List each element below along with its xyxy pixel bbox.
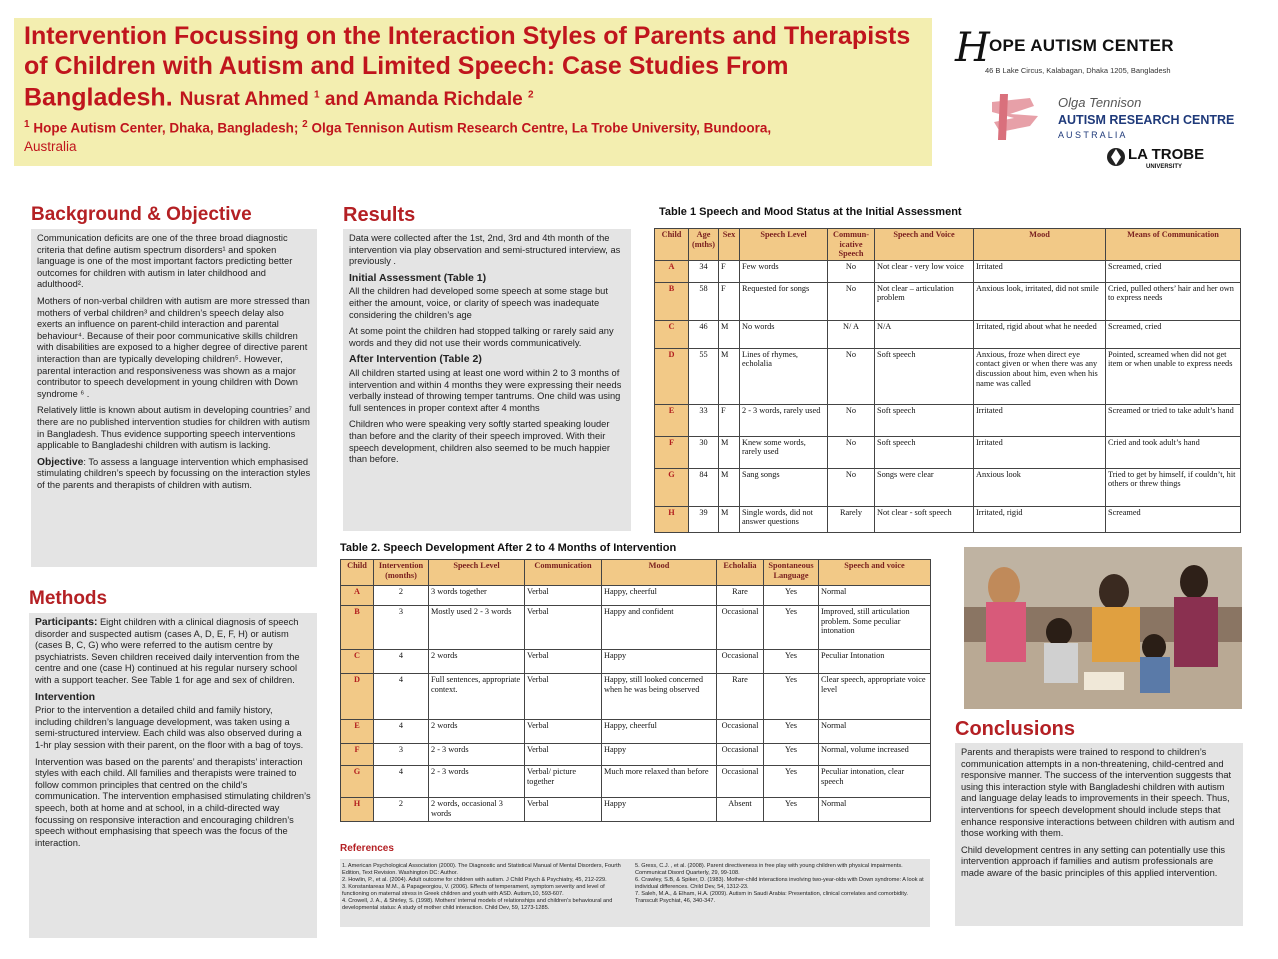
background-panel bbox=[31, 229, 317, 567]
methods-panel bbox=[29, 613, 317, 938]
conclusions-paragraph: Parents and therapists were trained to respond to children’s communication attempts in a non-threatening, child-centred and responsive manner. The success of the intervention suggests that using this interaction style with Bangladeshi children with autism and language delay leads to improvements in their speech. Thus, interventions for speech development should include steps that enhance responsive interactions between children with autism and those working with them. bbox=[961, 747, 1235, 839]
table1-cell: M bbox=[719, 320, 740, 348]
olga-logo-mark-icon bbox=[990, 92, 1235, 144]
table2-cell: Verbal bbox=[525, 720, 602, 744]
svg-text:AUTISM RESEARCH CENTRE: AUTISM RESEARCH CENTRE bbox=[1058, 113, 1235, 127]
results-paragraph: Data were collected after the 1st, 2nd, 3rd and 4th month of the intervention via play observation and semi-structured interview, as previously . bbox=[349, 233, 621, 267]
table-row bbox=[655, 436, 1241, 468]
table1-cell: Irritated bbox=[974, 260, 1106, 282]
table1-cell: Not clear – articulation problem bbox=[875, 282, 974, 320]
table2-cell: Yes bbox=[764, 606, 819, 650]
la-trobe-crest-icon bbox=[1106, 143, 1214, 171]
table2-cell: Happy, still looked concerned when he was being observed bbox=[602, 674, 717, 720]
table2-cell: Rare bbox=[717, 674, 764, 720]
references-right-column bbox=[635, 863, 927, 905]
table2-cell: 3 bbox=[374, 744, 429, 766]
table2-cell: Verbal bbox=[525, 674, 602, 720]
table2-cell: Verbal bbox=[525, 744, 602, 766]
table2-cell: F bbox=[341, 744, 374, 766]
table1-cell: No bbox=[828, 468, 875, 506]
conclusions-heading: Conclusions bbox=[955, 718, 1076, 740]
table2-cell: Verbal/ picture together bbox=[525, 766, 602, 798]
table2-cell: Occasional bbox=[717, 650, 764, 674]
table1-cell: Soft speech bbox=[875, 348, 974, 404]
references-left-column bbox=[342, 863, 632, 912]
table1-cell: Irritated, rigid about what he needed bbox=[974, 320, 1106, 348]
table2-cell: Absent bbox=[717, 798, 764, 822]
table1-cell: C bbox=[655, 320, 689, 348]
table2-cell: 3 words together bbox=[429, 586, 525, 606]
table1-cell: Soft speech bbox=[875, 436, 974, 468]
table1-cell: No bbox=[828, 260, 875, 282]
table1-cell: 55 bbox=[689, 348, 719, 404]
table1-cell: F bbox=[655, 436, 689, 468]
table2-header-cell: Spontaneous Language bbox=[764, 560, 819, 586]
table1-cell: Songs were clear bbox=[875, 468, 974, 506]
table2-cell: Yes bbox=[764, 766, 819, 798]
table2-header-cell: Intervention (months) bbox=[374, 560, 429, 586]
table2-cell: Occasional bbox=[717, 606, 764, 650]
table1-cell: Pointed, screamed when did not get item or when unable to express needs bbox=[1106, 348, 1241, 404]
table2-cell: Happy, cheerful bbox=[602, 720, 717, 744]
table1-cell: Rarely bbox=[828, 506, 875, 532]
table2-cell: Yes bbox=[764, 674, 819, 720]
poster-title bbox=[24, 21, 932, 115]
table2-cell: Happy, cheerful bbox=[602, 586, 717, 606]
table1-cell: 2 - 3 words, rarely used bbox=[740, 404, 828, 436]
table1-header-cell: Mood bbox=[974, 229, 1106, 261]
table1-header-cell: Child bbox=[655, 229, 689, 261]
table2-cell: G bbox=[341, 766, 374, 798]
reference-item: 7. Saleh, M.A., & Elham, H.A. (2009). Autism in Saudi Arabia: Presentation, clinical correlates and comorbidity. Transcult Psychiat, 46, 340-347. bbox=[635, 891, 908, 904]
svg-text:A U S T R A L I A: A U S T R A L I A bbox=[1058, 130, 1126, 140]
table1-cell: Irritated, rigid bbox=[974, 506, 1106, 532]
table2-caption: Table 2. Speech Development After 2 to 4 Months of Intervention bbox=[340, 542, 677, 554]
table1-cell: M bbox=[719, 506, 740, 532]
table1-cell: 39 bbox=[689, 506, 719, 532]
table2-cell: Mostly used 2 - 3 words bbox=[429, 606, 525, 650]
hope-logo-h: H bbox=[955, 25, 990, 71]
table2-cell: Verbal bbox=[525, 798, 602, 822]
table1-cell: No bbox=[828, 404, 875, 436]
table2-cell: Occasional bbox=[717, 720, 764, 744]
table2-cell: Yes bbox=[764, 586, 819, 606]
table-row bbox=[341, 766, 931, 798]
svg-text:LA TROBE: LA TROBE bbox=[1128, 146, 1205, 163]
reference-item: 1. American Psychological Association (2000). The Diagnostic and Statistical Manual of Mental Disorders, Fourth Edition, Text Revision. Washington DC: Author. bbox=[342, 863, 621, 876]
affiliations: $^1$ Hope Autism Center, Dhaka, Bangladesh; $^2$ Olga Tennison Autism Research Centre, La Trobe University, Bundoora, Australia bbox=[24, 119, 772, 154]
reference-item: 4. Crowell, J. A., & Shirley, S. (1998). Mothers' internal models of relationships and children's behavioural and developmental status: A study of mother child interaction. Child Dev, 59, 1273-1285. bbox=[342, 898, 613, 911]
table1-cell: 84 bbox=[689, 468, 719, 506]
table2-header-cell: Mood bbox=[602, 560, 717, 586]
table-row bbox=[655, 468, 1241, 506]
la-trobe-logo bbox=[1106, 143, 1214, 171]
table-row bbox=[341, 674, 931, 720]
svg-text:Olga Tennison: Olga Tennison bbox=[1058, 95, 1142, 110]
table2-cell: Yes bbox=[764, 650, 819, 674]
table2-cell: Happy bbox=[602, 798, 717, 822]
table-row bbox=[341, 798, 931, 822]
table1 bbox=[654, 228, 1241, 533]
table2-cell: 4 bbox=[374, 650, 429, 674]
table2-cell: 4 bbox=[374, 674, 429, 720]
table2-cell: Yes bbox=[764, 744, 819, 766]
methods-paragraph: Intervention was based on the parents’ and therapists’ interaction styles with each child. All families and therapists were trained to follow common principles that centred on the child’s communication. The intervention emphasised stimulating children’s speech, both at home and at school, in a child-directed way focussing on responsive interaction and encouraging children’s speech without emphasising that speech was the focus of the interaction. bbox=[35, 756, 311, 848]
table1-cell: Soft speech bbox=[875, 404, 974, 436]
hope-logo-name: OPE AUTISM CENTER bbox=[989, 36, 1174, 55]
table1-cell: N/A bbox=[875, 320, 974, 348]
table1-cell: 30 bbox=[689, 436, 719, 468]
table-row bbox=[341, 586, 931, 606]
table1-cell: M bbox=[719, 468, 740, 506]
table1-cell: Requested for songs bbox=[740, 282, 828, 320]
background-paragraph: Communication deficits are one of the three broad diagnostic criteria that define autism spectrum disorders¹ and spoken language is one of the most important factors predicting better outcomes for children with autism in later childhood and adulthood². bbox=[37, 233, 293, 290]
table1-cell: Not clear - soft speech bbox=[875, 506, 974, 532]
hope-autism-center-logo bbox=[955, 25, 1225, 78]
table1-cell: H bbox=[655, 506, 689, 532]
results-heading: Results bbox=[343, 204, 416, 226]
table1-cell: Anxious, froze when direct eye contact given or when there was any discussion about him, even when his name was called bbox=[974, 348, 1106, 404]
table1-cell: Tried to get by himself, if couldn’t, hit others or threw things bbox=[1106, 468, 1241, 506]
table2-cell: Verbal bbox=[525, 606, 602, 650]
table1-cell: Cried and took adult’s hand bbox=[1106, 436, 1241, 468]
background-heading: Background & Objective bbox=[31, 204, 252, 225]
photo-illustration-icon bbox=[964, 547, 1242, 709]
table1-cell: N/ A bbox=[828, 320, 875, 348]
table-row bbox=[655, 404, 1241, 436]
table2-header-cell: Speech Level bbox=[429, 560, 525, 586]
table2-cell: Happy bbox=[602, 744, 717, 766]
after-intervention-subheading: After Intervention (Table 2) bbox=[349, 353, 482, 366]
table1-header-cell: Sex bbox=[719, 229, 740, 261]
results-paragraph: All children started using at least one word within 2 to 3 months of intervention and within 4 months they were expressing their needs verbally instead of throwing temper tantrums. One child was using full sentences in proper context after 4 months bbox=[349, 367, 622, 413]
table-row bbox=[655, 260, 1241, 282]
table2-header-cell: Child bbox=[341, 560, 374, 586]
table2-cell: Normal, volume increased bbox=[819, 744, 931, 766]
references-heading: References bbox=[340, 843, 394, 854]
table2-cell: Normal bbox=[819, 798, 931, 822]
table1-cell: Single words, did not answer questions bbox=[740, 506, 828, 532]
table1-cell: Screamed, cried bbox=[1106, 260, 1241, 282]
table1-cell: No bbox=[828, 436, 875, 468]
children-therapy-photo bbox=[964, 547, 1242, 709]
table2-header-cell: Communication bbox=[525, 560, 602, 586]
table1-cell: Screamed or tried to take adult’s hand bbox=[1106, 404, 1241, 436]
participants-paragraph: Participants: Eight children with a clinical diagnosis of speech disorder and suspected autism (cases A, D, E, F, H) or autism (cases B, C, G) who were referred to the autism centre by psychiatrists. Seven children received daily intervention from the centre and one (case H) continued at his regular nursery school with a support teacher. See Table 1 for age and sex of children. bbox=[35, 617, 300, 685]
table2-cell: 3 bbox=[374, 606, 429, 650]
results-paragraph: Children who were speaking very softly started speaking louder than before and the clarity of their speech improved. With their speech development, children also seemed to be much happier than before. bbox=[349, 419, 610, 465]
table1-cell: No bbox=[828, 348, 875, 404]
authors: Nusrat Ahmed $^1$ and Amanda Richdale $^2$ bbox=[179, 89, 534, 111]
hope-logo-address: 46 B Lake Circus, Kalabagan, Dhaka 1205, Bangladesh bbox=[985, 66, 1171, 75]
table1-cell: No bbox=[828, 282, 875, 320]
svg-text:UNIVERSITY: UNIVERSITY bbox=[1146, 164, 1183, 170]
table1-header-cell: Means of Communication bbox=[1106, 229, 1241, 261]
table-row bbox=[341, 744, 931, 766]
methods-paragraph: Prior to the intervention a detailed child and family history, including children’s language development, was taken using a semi-structured interview. Each child was also observed during a 1-hr play session with their parent, on the floor with a bag of toys. bbox=[35, 705, 304, 750]
table-row bbox=[655, 506, 1241, 532]
table2-cell: Peculiar intonation, clear speech bbox=[819, 766, 931, 798]
table2-cell: Peculiar Intonation bbox=[819, 650, 931, 674]
reference-item: 5. Gress, C.J. , et al. (2008). Parent directiveness in free play with young children with physical impairments. Communicat Disord Quarterly, 29, 99-108. bbox=[635, 863, 903, 876]
table2-cell: Happy bbox=[602, 650, 717, 674]
table1-cell: 46 bbox=[689, 320, 719, 348]
table1-cell: A bbox=[655, 260, 689, 282]
table2-header-cell: Echolalia bbox=[717, 560, 764, 586]
title-text: Intervention Focussing on the Interaction Styles of Parents and Therapists of Children with Autism and Limited Speech: Case Studies From Bangladesh. bbox=[24, 22, 911, 112]
table2-header-cell: Speech and voice bbox=[819, 560, 931, 586]
reference-item: 2. Howlin, P., et al. (2004). Adult outcome for children with autism. J Child Psych & Psychiatry, 45, 212-229. bbox=[342, 877, 607, 883]
table1-caption: Table 1 Speech and Mood Status at the Initial Assessment bbox=[659, 206, 962, 218]
table1-cell: Sang songs bbox=[740, 468, 828, 506]
results-paragraph: At some point the children had stopped talking or rarely said any words and they did not use their words communicatively. bbox=[349, 326, 614, 348]
table1-cell: Anxious look bbox=[974, 468, 1106, 506]
methods-heading: Methods bbox=[29, 588, 108, 609]
background-paragraph: Relatively little is known about autism in developing countries⁷ and there are no published intervention studies for children with autism in Bangladesh. Thus evidence supporting speech interventions applicable to Bangladeshi children with autism is lacking. bbox=[37, 405, 311, 451]
table2-cell: 2 bbox=[374, 798, 429, 822]
table1-cell: Not clear - very low voice bbox=[875, 260, 974, 282]
table1-cell: 33 bbox=[689, 404, 719, 436]
table2-cell: Normal bbox=[819, 720, 931, 744]
table1-cell: 58 bbox=[689, 282, 719, 320]
table-row bbox=[341, 606, 931, 650]
objective-paragraph: Objective: To assess a language intervention which emphasised stimulating children’s speech by focussing on the interaction styles of the parents and therapists of children with autism. bbox=[37, 456, 311, 490]
conclusions-panel bbox=[955, 743, 1243, 926]
table1-cell: F bbox=[719, 404, 740, 436]
table2-cell: 4 bbox=[374, 720, 429, 744]
table2-cell: Rare bbox=[717, 586, 764, 606]
table2-cell: 2 words bbox=[429, 650, 525, 674]
table1-header-cell: Commun-icative Speech bbox=[828, 229, 875, 261]
initial-assessment-subheading: Initial Assessment (Table 1) bbox=[349, 271, 487, 284]
table2-cell: 2 words bbox=[429, 720, 525, 744]
table-row bbox=[341, 650, 931, 674]
table2-cell: A bbox=[341, 586, 374, 606]
table2-cell: Occasional bbox=[717, 744, 764, 766]
results-panel bbox=[343, 229, 631, 531]
table-row bbox=[655, 348, 1241, 404]
intervention-subheading: Intervention bbox=[35, 690, 96, 703]
olga-tennison-logo bbox=[990, 92, 1235, 144]
table2-cell: Yes bbox=[764, 798, 819, 822]
table1-cell: No words bbox=[740, 320, 828, 348]
table1-cell: Irritated bbox=[974, 404, 1106, 436]
table1-cell: D bbox=[655, 348, 689, 404]
table2-cell: 2 - 3 words bbox=[429, 744, 525, 766]
table1-cell: Irritated bbox=[974, 436, 1106, 468]
table-row bbox=[341, 720, 931, 744]
table1-cell: Anxious look, irritated, did not smile bbox=[974, 282, 1106, 320]
table1-cell: Screamed, cried bbox=[1106, 320, 1241, 348]
references-panel bbox=[340, 859, 930, 927]
table2-cell: E bbox=[341, 720, 374, 744]
table1-cell: Lines of rhymes, echolalia bbox=[740, 348, 828, 404]
table1-cell: B bbox=[655, 282, 689, 320]
table2 bbox=[340, 559, 931, 822]
table2-cell: Improved, still articulation problem. Some peculiar intonation bbox=[819, 606, 931, 650]
table1-header-cell: Speech Level bbox=[740, 229, 828, 261]
table1-cell: F bbox=[719, 282, 740, 320]
table2-cell: Normal bbox=[819, 586, 931, 606]
table2-cell: C bbox=[341, 650, 374, 674]
table2-cell: B bbox=[341, 606, 374, 650]
table1-cell: Knew some words, rarely used bbox=[740, 436, 828, 468]
table2-cell: Verbal bbox=[525, 586, 602, 606]
table2-cell: D bbox=[341, 674, 374, 720]
table1-cell: F bbox=[719, 260, 740, 282]
table1-cell: M bbox=[719, 436, 740, 468]
results-paragraph: All the children had developed some speech at some stage but either the amount, voice, or clarity of speech was inadequate considering the children’s age bbox=[349, 286, 608, 320]
table1-cell: G bbox=[655, 468, 689, 506]
table2-cell: 2 words, occasional 3 words bbox=[429, 798, 525, 822]
table1-header-cell: Speech and Voice bbox=[875, 229, 974, 261]
reference-item: 6. Crawley, S.B, & Spiker, D. (1983). Mother-child interactions involving two-year-olds with Down syndrome: A look at individual differences. Child Dev, 54, 1312-23. bbox=[635, 877, 924, 890]
conclusions-paragraph: Child development centres in any setting can potentially use this intervention approach if families and autism professionals are made aware of the basic principles of this applied intervention. bbox=[961, 844, 1226, 878]
reference-item: 3. Konstantareas M.M., & Papageorgiou, V. (2006). Effects of temperament, symptom severity and level of functioning on maternal stress in Greek children and youth with ASD. Autism,10, 593-607. bbox=[342, 884, 605, 897]
table2-cell: Full sentences, appropriate context. bbox=[429, 674, 525, 720]
table2-cell: Much more relaxed than before bbox=[602, 766, 717, 798]
table1-cell: Screamed bbox=[1106, 506, 1241, 532]
table1-cell: M bbox=[719, 348, 740, 404]
table2-cell: 2 - 3 words bbox=[429, 766, 525, 798]
table2-cell: Happy and confident bbox=[602, 606, 717, 650]
table2-cell: Clear speech, appropriate voice level bbox=[819, 674, 931, 720]
table2-cell: Yes bbox=[764, 720, 819, 744]
background-paragraph: Mothers of non-verbal children with autism are more stressed than mothers of verbal children³ and children’s speech delay also exerts an influence on parent-child interaction and parental behaviour⁴. Because of their poor communicative skills children with disabilities are exposed to a higher degree of directive parent interaction than are typically developing children⁵. However, parental interaction and responsiveness was shown as a major contributor to speech development in young children with Down syndrome ⁶ . bbox=[37, 295, 310, 399]
table1-cell: Few words bbox=[740, 260, 828, 282]
table2-cell: H bbox=[341, 798, 374, 822]
table-row bbox=[655, 282, 1241, 320]
table1-cell: 34 bbox=[689, 260, 719, 282]
table2-cell: Occasional bbox=[717, 766, 764, 798]
table1-cell: E bbox=[655, 404, 689, 436]
table1-cell: Cried, pulled others’ hair and her own to express needs bbox=[1106, 282, 1241, 320]
table2-cell: 2 bbox=[374, 586, 429, 606]
table1-header-cell: Age (mths) bbox=[689, 229, 719, 261]
table2-cell: 4 bbox=[374, 766, 429, 798]
title-banner bbox=[14, 18, 932, 166]
table2-cell: Verbal bbox=[525, 650, 602, 674]
table-row bbox=[655, 320, 1241, 348]
